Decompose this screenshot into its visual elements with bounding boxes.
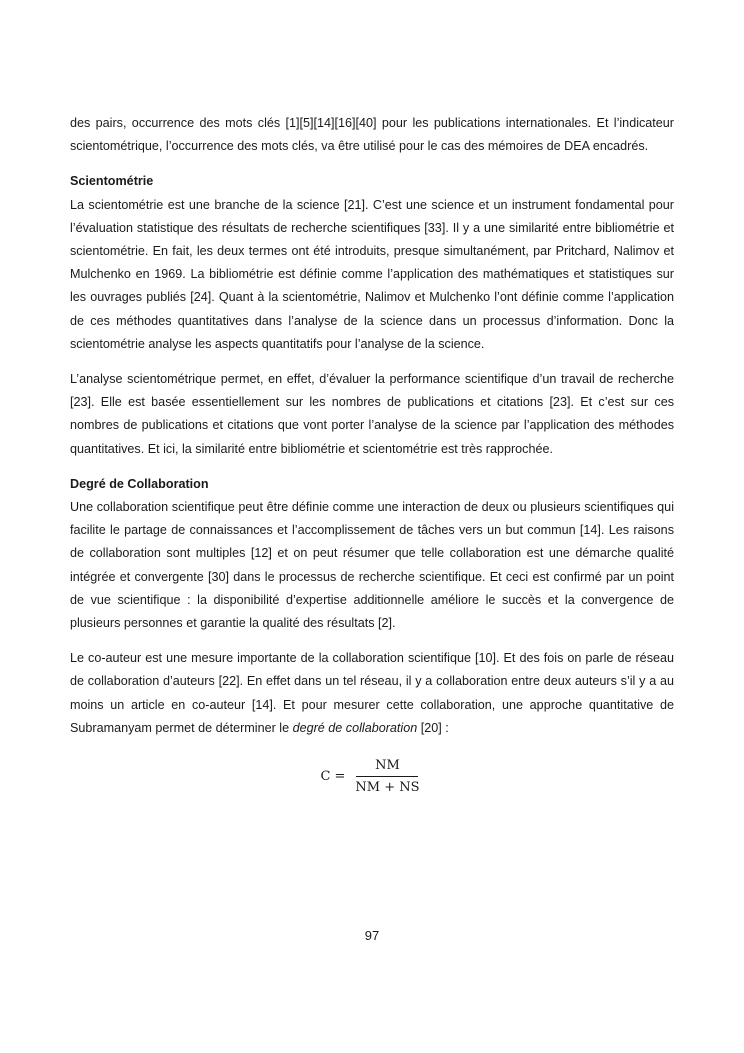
- formula-degre-collaboration: [70, 758, 674, 795]
- paragraph-intro: des pairs, occurrence des mots clés [1][5][14][16][40] pour les publications internationales. Et l’indicateur scientométrique, l’occurrence des mots clés, va être utilisé pour le cas des mémoires de DEA encadrés.: [70, 116, 674, 154]
- formula-lhs: C =: [320, 769, 346, 785]
- formula-numerator: NM: [356, 758, 418, 777]
- paragraph-scientometrie-analysis: L’analyse scientométrique permet, en effet, d’évaluer la performance scientifique d’un travail de recherche [23]. Elle est basée essentiellement sur les nombres de publications et citations [23]. Et c’est sur ces nombres de publications et citations que vont porter l’analyse de la science par l’application des méthodes quantitatives. Et ici, la similarité entre bibliométrie et scientométrie est très rapprochée.: [70, 372, 674, 456]
- formula-denominator: NM + NS: [355, 780, 420, 796]
- page-number: 97: [364, 928, 380, 943]
- heading-degre-collaboration: Degré de Collaboration: [70, 476, 209, 491]
- document-page: [70, 112, 674, 795]
- heading-scientometrie: Scientométrie: [70, 174, 154, 189]
- paragraph-coauteur-text: Le co-auteur est une mesure importante de la collaboration scientifique [10]. Et des fois on parle de réseau de collaboration d’auteurs [22]. En effet dans un tel réseau, il y a collaboration entre deux auteurs s’il y a au moins un article en co-auteur [14]. Et pour mesurer cette collaboration, une approche quantitative de Subramanyam permet de déterminer le: [70, 651, 674, 735]
- paragraph-collaboration-definition: Une collaboration scientifique peut être définie comme une interaction de deux ou plusieurs scientifiques qui facilite le partage de connaissances et l’accomplissement de tâches vers un but commun [14]. Les raisons de collaboration sont multiples [12] et on peut résumer que telle collaboration est une démarche qualité intégrée et convergente [30] dans le processus de recherche scientifique. Et ceci est confirmé par un point de vue scientifique : la disponibilité d’expertise additionnelle améliore le succès et la convergence de plusieurs personnes et garantie la qualité des résultats [2].: [70, 500, 674, 631]
- emphasis-degre-collaboration: degré de collaboration: [292, 720, 418, 735]
- formula-fraction: [351, 758, 423, 795]
- paragraph-coauteur-citation: [20] :: [417, 720, 449, 735]
- paragraph-scientometrie-definition: La scientométrie est une branche de la science [21]. C’est une science et un instrument fondamental pour l’évaluation statistique des résultats de recherche scientifiques [33]. Il y a une similarité entre bibliométrie et scientométrie. En fait, les deux termes ont été introduits, presque simultanément, par Pritchard, Nalimov et Mulchenko en 1969. La bibliométrie est définie comme l’application des mathématiques et statistiques sur les ouvrages publiés [24]. Quant à la scientométrie, Nalimov et Mulchenko l’ont définie comme l’application de ces méthodes quantitatives dans l’analyse de la science dans un processus d’information. Donc la scientométrie analyse les aspects quantitatifs pour l’analyse de la science.: [70, 197, 674, 351]
- paragraph-coauteur: [70, 647, 674, 740]
